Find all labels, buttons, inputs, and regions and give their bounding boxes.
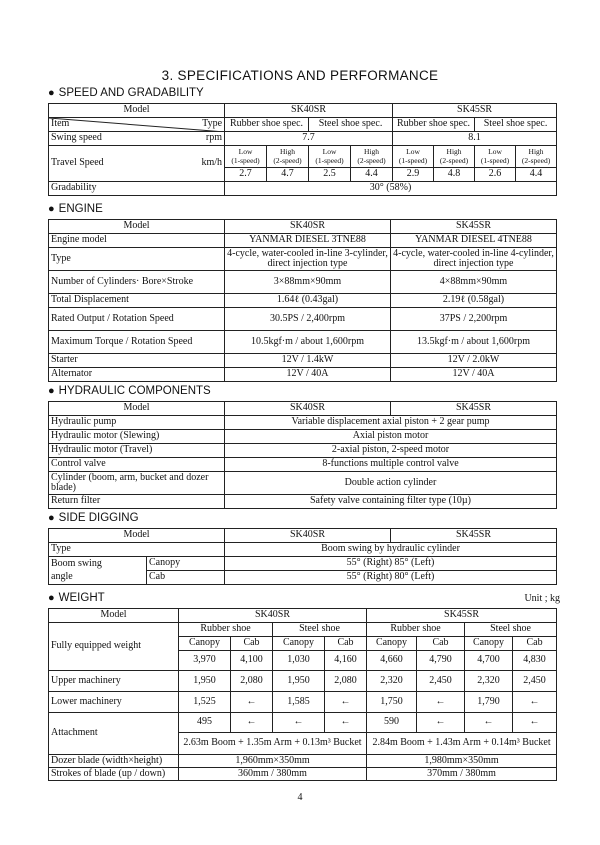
cab-col-label: Cab [325, 637, 367, 651]
arrow-left-icon: ← [417, 692, 465, 713]
hydraulic-row-value: Safety valve containing filter type (10µ) [225, 495, 557, 509]
hydraulic-table [48, 401, 557, 509]
speed-table [48, 103, 557, 196]
weight-table [48, 608, 557, 781]
section-heading-side-digging [48, 512, 139, 524]
canopy-angle-value: 55° (Right) 85° (Left) [225, 557, 557, 571]
section-title: SPEED AND GRADABILITY [58, 87, 204, 99]
swing-speed-unit: rpm [179, 132, 225, 146]
engine-sk45-value: 12V / 2.0kW [391, 354, 557, 368]
spec-sk45-rubber: Rubber shoe spec. [393, 118, 475, 132]
fully-value: 1,030 [273, 651, 325, 671]
item-label: Item [51, 118, 70, 130]
section-heading-hydraulic [48, 385, 211, 397]
travel-value: 4.4 [351, 168, 393, 182]
travel-speed-unit: km/h [179, 146, 225, 182]
engine-row-label: Rated Output / Rotation Speed [49, 308, 225, 331]
strokes-sk45-value: 370mm / 380mm [367, 768, 557, 781]
model-label: Model [49, 104, 225, 118]
bullet-icon: ● [48, 203, 55, 215]
engine-row-label: Engine model [49, 234, 225, 248]
arrow-left-icon: ← [231, 713, 273, 733]
gear-speed: (2-speed) [439, 155, 469, 165]
engine-sk45-value: 37PS / 2,200rpm [391, 308, 557, 331]
gear-label [351, 146, 393, 168]
travel-speed-label: Travel Speed [49, 146, 179, 182]
dozer-blade-label: Dozer blade (width×height) [49, 755, 179, 768]
boom-swing-label: Boom swing [49, 557, 147, 571]
diagonal-line-icon [49, 118, 225, 132]
model-sk40: SK40SR [179, 609, 367, 623]
gear-name: High [280, 147, 296, 157]
gear-label [475, 146, 516, 168]
fully-value: 4,160 [325, 651, 367, 671]
canopy-col-label: Canopy [465, 637, 513, 651]
model-label: Model [49, 529, 225, 543]
cab-label: Cab [147, 571, 225, 585]
hydraulic-row-value: Axial piston motor [225, 430, 557, 444]
gear-speed: (2-speed) [521, 155, 551, 165]
cab-col-label: Cab [417, 637, 465, 651]
attachment-sk40-desc: 2.63m Boom + 1.35m Arm + 0.13m³ Bucket [179, 733, 367, 755]
arrow-left-icon: ← [231, 692, 273, 713]
spec-sk45-steel: Steel shoe spec. [475, 118, 557, 132]
cab-angle-value: 55° (Right) 80° (Left) [225, 571, 557, 585]
cab-col-label: Cab [231, 637, 273, 651]
bullet-icon: ● [48, 592, 55, 604]
fully-value: 3,970 [179, 651, 231, 671]
rubber-shoe-label: Rubber shoe [179, 623, 273, 637]
canopy-label: Canopy [147, 557, 225, 571]
engine-row-label: Total Displacement [49, 294, 225, 308]
upper-value: 1,950 [273, 671, 325, 692]
gear-speed: (1-speed) [231, 155, 260, 165]
page-number: 4 [297, 792, 303, 803]
strokes-label: Strokes of blade (up / down) [49, 768, 179, 781]
section-title: ENGINE [58, 203, 103, 215]
item-type-header [49, 118, 225, 132]
hydraulic-row-value: Variable displacement axial piston + 2 gear pump [225, 416, 557, 430]
gear-name: High [446, 147, 462, 157]
model-sk45: SK45SR [391, 529, 557, 543]
engine-row-label: Number of Cylinders· Bore×Stroke [49, 271, 225, 294]
gear-label [309, 146, 351, 168]
arrow-left-icon: ← [513, 692, 557, 713]
travel-value: 2.5 [309, 168, 351, 182]
engine-sk40-value: 12V / 1.4kW [225, 354, 391, 368]
engine-sk40-value: 4-cycle, water-cooled in-line 3-cylinder, direct injection type [225, 248, 391, 271]
page-title: 3. SPECIFICATIONS AND PERFORMANCE [161, 68, 439, 83]
canopy-col-label: Canopy [367, 637, 417, 651]
canopy-col-label: Canopy [273, 637, 325, 651]
engine-sk45-value: 13.5kgf·m / about 1,600rpm [391, 331, 557, 354]
spec-sk40-steel: Steel shoe spec. [309, 118, 393, 132]
hydraulic-row-value: 8-functions multiple control valve [225, 458, 557, 472]
engine-sk40-value: 12V / 40A [225, 368, 391, 382]
steel-shoe-label: Steel shoe [465, 623, 557, 637]
engine-sk40-value: YANMAR DIESEL 3TNE88 [225, 234, 391, 248]
hydraulic-row-value: 2-axial piston, 2-speed motor [225, 444, 557, 458]
dozer-sk40-value: 1,960mm×350mm [179, 755, 367, 768]
engine-sk45-value: 2.19ℓ (0.58gal) [391, 294, 557, 308]
model-sk45: SK45SR [393, 104, 557, 118]
engine-row-label: Alternator [49, 368, 225, 382]
engine-sk45-value: YANMAR DIESEL 4TNE88 [391, 234, 557, 248]
gear-name: Low [406, 147, 420, 157]
gradability-label: Gradability [49, 182, 225, 196]
travel-value: 4.4 [516, 168, 557, 182]
engine-row-label: Maximum Torque / Rotation Speed [49, 331, 225, 354]
gradability-value: 30° (58%) [225, 182, 557, 196]
upper-machinery-label: Upper machinery [49, 671, 179, 692]
gear-name: High [364, 147, 380, 157]
attachment-value: 590 [367, 713, 417, 733]
type-label: Type [202, 118, 223, 130]
fully-value: 4,100 [231, 651, 273, 671]
arrow-left-icon: ← [273, 713, 325, 733]
engine-sk40-value: 3×88mm×90mm [225, 271, 391, 294]
strokes-sk40-value: 360mm / 380mm [179, 768, 367, 781]
lower-value: 1,585 [273, 692, 325, 713]
swing-speed-sk45: 8.1 [393, 132, 557, 146]
fully-value: 4,830 [513, 651, 557, 671]
lower-value: 1,525 [179, 692, 231, 713]
cab-col-label: Cab [513, 637, 557, 651]
side-type-value: Boom swing by hydraulic cylinder [225, 543, 557, 557]
canopy-col-label: Canopy [179, 637, 231, 651]
arrow-left-icon: ← [325, 713, 367, 733]
gear-speed: (1-speed) [480, 155, 510, 165]
engine-sk45-value: 4-cycle, water-cooled in-line 4-cylinder, direct injection type [391, 248, 557, 271]
fully-equipped-label: Fully equipped weight [49, 623, 179, 671]
gear-label [434, 146, 475, 168]
gear-name: High [528, 147, 544, 157]
gear-label [267, 146, 309, 168]
engine-row-label: Type [49, 248, 225, 271]
side-digging-table [48, 528, 557, 585]
gear-label [225, 146, 267, 168]
hydraulic-row-label: Control valve [49, 458, 225, 472]
model-sk40: SK40SR [225, 104, 393, 118]
fully-value: 4,790 [417, 651, 465, 671]
gear-speed: (1-speed) [315, 155, 344, 165]
upper-value: 2,320 [465, 671, 513, 692]
side-type-label: Type [49, 543, 225, 557]
engine-sk40-value: 1.64ℓ (0.43gal) [225, 294, 391, 308]
gear-speed: (2-speed) [357, 155, 386, 165]
engine-table [48, 219, 557, 382]
steel-shoe-label: Steel shoe [273, 623, 367, 637]
hydraulic-row-value: Double action cylinder [225, 472, 557, 495]
arrow-left-icon: ← [513, 713, 557, 733]
fully-value: 4,700 [465, 651, 513, 671]
gear-speed: (2-speed) [273, 155, 302, 165]
model-label: Model [49, 609, 179, 623]
upper-value: 1,950 [179, 671, 231, 692]
bullet-icon: ● [48, 512, 55, 524]
angle-label: angle [49, 571, 147, 585]
travel-value: 4.8 [434, 168, 475, 182]
gear-label [516, 146, 557, 168]
section-title: SIDE DIGGING [58, 512, 139, 524]
upper-value: 2,080 [231, 671, 273, 692]
hydraulic-row-label: Hydraulic motor (Slewing) [49, 430, 225, 444]
lower-value: 1,750 [367, 692, 417, 713]
travel-value: 2.7 [225, 168, 267, 182]
bullet-icon: ● [48, 87, 55, 99]
model-sk45: SK45SR [367, 609, 557, 623]
hydraulic-row-label: Cylinder (boom, arm, bucket and dozer blade) [49, 472, 225, 495]
section-title: HYDRAULIC COMPONENTS [58, 385, 211, 397]
engine-sk45-value: 4×88mm×90mm [391, 271, 557, 294]
lower-value: 1,790 [465, 692, 513, 713]
attachment-label: Attachment [49, 713, 179, 755]
model-label: Model [49, 402, 225, 416]
model-sk45: SK45SR [391, 220, 557, 234]
upper-value: 2,450 [513, 671, 557, 692]
fully-value: 4,660 [367, 651, 417, 671]
arrow-left-icon: ← [417, 713, 465, 733]
section-title: WEIGHT [58, 592, 105, 604]
arrow-left-icon: ← [325, 692, 367, 713]
unit-note: Unit ; kg [524, 593, 560, 604]
spec-sk40-rubber: Rubber shoe spec. [225, 118, 309, 132]
travel-value: 2.9 [393, 168, 434, 182]
arrow-left-icon: ← [465, 713, 513, 733]
model-sk40: SK40SR [225, 220, 391, 234]
dozer-sk45-value: 1,980mm×350mm [367, 755, 557, 768]
engine-sk40-value: 30.5PS / 2,400rpm [225, 308, 391, 331]
upper-value: 2,320 [367, 671, 417, 692]
gear-name: Low [238, 147, 253, 157]
engine-row-label: Starter [49, 354, 225, 368]
swing-speed-sk40: 7.7 [225, 132, 393, 146]
travel-value: 2.6 [475, 168, 516, 182]
gear-label [393, 146, 434, 168]
lower-machinery-label: Lower machinery [49, 692, 179, 713]
engine-sk45-value: 12V / 40A [391, 368, 557, 382]
attachment-sk45-desc: 2.84m Boom + 1.43m Arm + 0.14m³ Bucket [367, 733, 557, 755]
model-sk40: SK40SR [225, 402, 391, 416]
model-sk40: SK40SR [225, 529, 391, 543]
swing-speed-label: Swing speed [49, 132, 179, 146]
section-heading-weight [48, 592, 105, 604]
upper-value: 2,080 [325, 671, 367, 692]
gear-name: Low [322, 147, 337, 157]
hydraulic-row-label: Hydraulic motor (Travel) [49, 444, 225, 458]
upper-value: 2,450 [417, 671, 465, 692]
hydraulic-row-label: Return filter [49, 495, 225, 509]
section-heading-speed [48, 87, 204, 99]
model-label: Model [49, 220, 225, 234]
section-heading-engine [48, 203, 103, 215]
rubber-shoe-label: Rubber shoe [367, 623, 465, 637]
model-sk45: SK45SR [391, 402, 557, 416]
gear-speed: (1-speed) [398, 155, 428, 165]
attachment-value: 495 [179, 713, 231, 733]
gear-name: Low [488, 147, 502, 157]
travel-value: 4.7 [267, 168, 309, 182]
hydraulic-row-label: Hydraulic pump [49, 416, 225, 430]
bullet-icon: ● [48, 385, 55, 397]
engine-sk40-value: 10.5kgf·m / about 1,600rpm [225, 331, 391, 354]
